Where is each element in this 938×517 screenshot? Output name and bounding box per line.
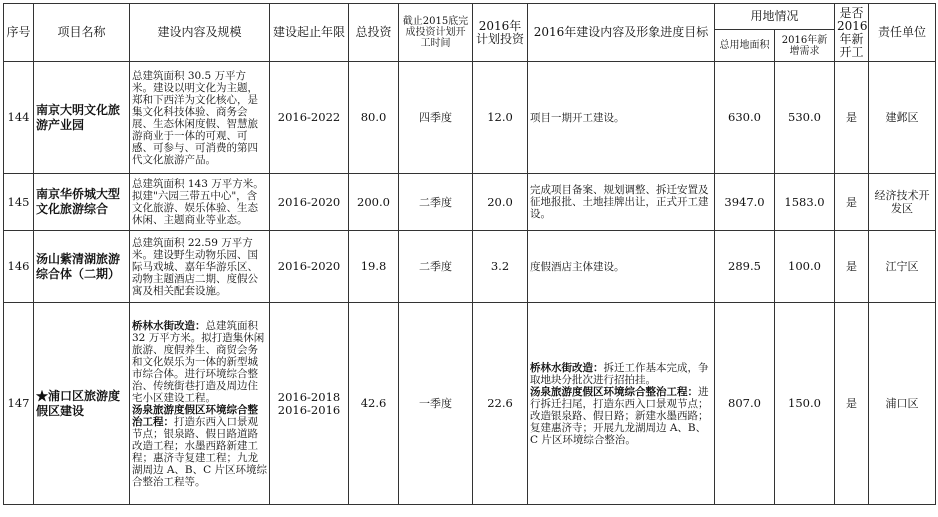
table-row [4, 174, 936, 231]
content-b-title: 汤泉旅游度假区环境综合整治工程： [132, 403, 258, 428]
cell-start: 二季度 [399, 174, 473, 231]
header-content: 建设内容及规模 [130, 4, 270, 62]
cell-period: 2016-2020 [270, 174, 349, 231]
cell-content: 总建筑面积 143 万平方米。拟建"六园三带五中心"，含文化旅游、娱乐体验、生态休闲、主题商业等业态。 [130, 174, 270, 231]
cell-is-new: 是 [835, 303, 869, 505]
header-unit: 责任单位 [869, 4, 936, 62]
cell-is-new: 是 [835, 231, 869, 303]
content-a-title: 桥林水街改造： [132, 319, 206, 332]
cell-start: 四季度 [399, 62, 473, 174]
cell-seq: 147 [4, 303, 34, 505]
cell-invest: 12.0 [473, 62, 528, 174]
header-land-new: 2016年新增需求 [775, 30, 835, 62]
cell-is-new: 是 [835, 62, 869, 174]
header-land-total: 总用地面积 [715, 30, 775, 62]
period-a: 2016-2018 [277, 389, 341, 404]
cell-unit: 建邺区 [869, 62, 936, 174]
cell-seq: 144 [4, 62, 34, 174]
cell-name: ★浦口区旅游度假区建设 [34, 303, 130, 505]
content-b-text: 打造东西入口景观节点；银泉路、假日路道路改造工程；水墨西路新建工程；惠济寺复建工程；九龙湖周边 A、B、C 片区环境综合整治工程等。 [132, 415, 268, 488]
header-invest-2016: 2016年计划投资 [473, 4, 528, 62]
cell-land-new: 100.0 [775, 231, 835, 303]
cell-start: 一季度 [399, 303, 473, 505]
cell-land-new: 530.0 [775, 62, 835, 174]
cell-is-new: 是 [835, 174, 869, 231]
header-is-new: 是否2016年新开工 [835, 4, 869, 62]
cell-invest: 22.6 [473, 303, 528, 505]
cell-target: 度假酒店主体建设。 [528, 231, 715, 303]
cell-unit: 江宁区 [869, 231, 936, 303]
period-b: 2016-2016 [277, 402, 341, 417]
header-seq: 序号 [4, 4, 34, 62]
cell-unit: 经济技术开发区 [869, 174, 936, 231]
target-b-text: 进行拆迁扫尾，打造东西入口景观节点；改造银泉路、假日路；新建水墨西路；复建惠济寺；开展九龙湖周边 A、B、C 片区环境综合整治。 [530, 385, 709, 446]
cell-invest: 3.2 [473, 231, 528, 303]
cell-period: 2016-2022 [270, 62, 349, 174]
cell-content: 总建筑面积 30.5 万平方米。建设以明文化为主题，郑和下西洋为文化核心，是集文化科技体验、商务会展、生态休闲度假、智慧旅游商业于一体的可观、可感、可参与、可消费的第四代文化旅游产品。 [130, 62, 270, 174]
cell-land-new: 150.0 [775, 303, 835, 505]
cell-total: 80.0 [349, 62, 399, 174]
cell-total: 42.6 [349, 303, 399, 505]
cell-name: 南京华侨城大型文化旅游综合 [34, 174, 130, 231]
cell-total: 19.8 [349, 231, 399, 303]
cell-target [528, 303, 715, 505]
cell-land-total: 630.0 [715, 62, 775, 174]
cell-period: 2016-2020 [270, 231, 349, 303]
target-b-title: 汤泉旅游度假区环境综合整治工程： [530, 385, 698, 398]
target-a-text: 拆迁工作基本完成，争取地块分批次进行招拍挂。 [530, 361, 709, 386]
cell-start: 二季度 [399, 231, 473, 303]
cell-land-new: 1583.0 [775, 174, 835, 231]
cell-period [270, 303, 349, 505]
content-a-text: 总建筑面积 32 万平方米。拟打造集休闲旅游、度假养生、商贸会务和文化娱乐为一体的新型城市综合体。进行环境综合整治、传统街巷打造及周边住宅小区建设工程。 [132, 319, 265, 404]
cell-seq: 145 [4, 174, 34, 231]
header-total: 总投资 [349, 4, 399, 62]
cell-target: 完成项目备案、规划调整、拆迁安置及征地报批、土地挂牌出让，正式开工建设。 [528, 174, 715, 231]
table-row [4, 303, 936, 505]
cell-name: 南京大明文化旅游产业园 [34, 62, 130, 174]
header-period: 建设起止年限 [270, 4, 349, 62]
project-table [3, 3, 936, 505]
cell-content: 总建筑面积 22.59 万平方米。建设野生动物乐园、国际马戏城、嘉年华游乐区、动物主题酒店二期、度假公寓及相关配套设施。 [130, 231, 270, 303]
header-target-2016: 2016年建设内容及形象进度目标 [528, 4, 715, 62]
cell-land-total: 3947.0 [715, 174, 775, 231]
cell-content [130, 303, 270, 505]
cell-name: 汤山紫清湖旅游综合体（二期） [34, 231, 130, 303]
header-name: 项目名称 [34, 4, 130, 62]
cell-invest: 20.0 [473, 174, 528, 231]
cell-total: 200.0 [349, 174, 399, 231]
cell-land-total: 807.0 [715, 303, 775, 505]
cell-seq: 146 [4, 231, 34, 303]
cell-target: 项目一期开工建设。 [528, 62, 715, 174]
table-row [4, 231, 936, 303]
target-a-title: 桥林水街改造： [530, 361, 604, 374]
table-row [4, 62, 936, 174]
header-start-time: 截止2015底完成投资计划开工时间 [399, 4, 473, 62]
header-row [4, 4, 936, 30]
header-land: 用地情况 [715, 4, 835, 30]
cell-land-total: 289.5 [715, 231, 775, 303]
cell-unit: 浦口区 [869, 303, 936, 505]
